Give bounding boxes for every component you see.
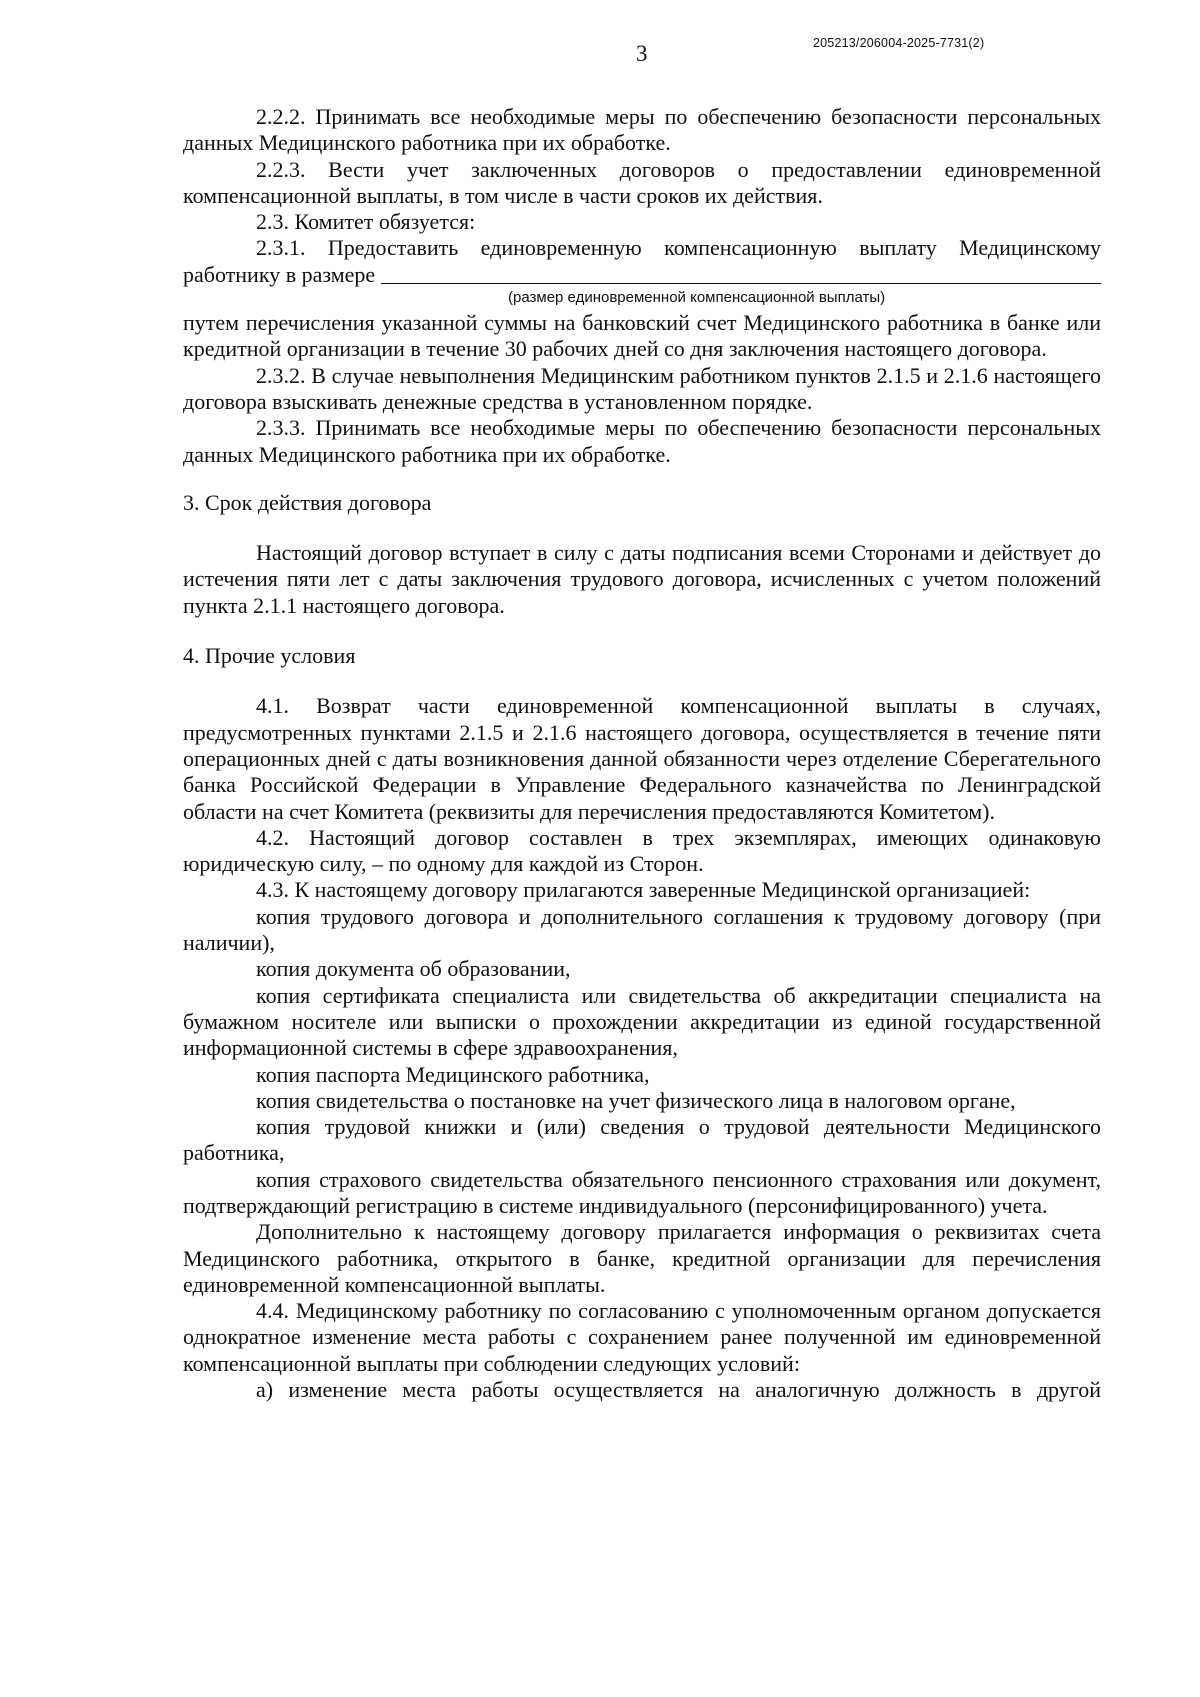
- clause-2-3: 2.3. Комитет обязуется:: [256, 209, 476, 235]
- section-3-text: Настоящий договор вступает в силу с даты подписания всеми Сторонами и действует до истечения пяти лет с даты заключения трудового договора, исчисленных с учетом положений пункта 2.1.1 настоящего договора.: [183, 540, 1101, 618]
- list-item: копия трудового договора и дополнительного соглашения к трудовому договору (при наличии),: [183, 903, 1101, 956]
- payment-amount-line: [183, 262, 1101, 288]
- section-3-heading: 3. Срок действия договора: [183, 489, 432, 515]
- clause-4-4-a: а) изменение места работы осуществляется на аналогичную должность в другой: [256, 1377, 1101, 1403]
- clause-4-3-additional: Дополнительно к настоящему договору прилагается информация о реквизитах счета Медицинского работника, открытого в банке, кредитной организации для перечисления единовременной компенсационной выплаты.: [183, 1219, 1101, 1297]
- list-item: копия документа об образовании,: [256, 956, 571, 982]
- list-item: копия трудовой книжки и (или) сведения о трудовой деятельности Медицинского работника,: [183, 1114, 1101, 1166]
- clause-4-4: 4.4. Медицинскому работнику по согласованию с уполномоченным органом допускается однократное изменение места работы с сохранением ранее полученной им единовременной компенсационной выплаты при соблюдении следующих условий:: [183, 1298, 1101, 1376]
- clause-4-1: 4.1. Возврат части единовременной компенсационной выплаты в случаях, предусмотренных пунктами 2.1.5 и 2.1.6 настоящего договора, осуществляется в течение пяти операционных дней с даты возникновения данной обязанности через отделение Сберегательного банка Российской Федерации в Управление Федерального казначейства по Ленинградской области на счет Комитета (реквизиты для перечисления предоставляются Комитетом).: [183, 693, 1101, 824]
- clause-2-2-2: 2.2.2. Принимать все необходимые меры по обеспечению безопасности персональных данных Медицинского работника при их обработке.: [183, 104, 1101, 156]
- section-4-heading: 4. Прочие условия: [183, 643, 356, 669]
- clause-2-3-2: 2.3.2. В случае невыполнения Медицинским работником пунктов 2.1.5 и 2.1.6 настоящего договора взыскивать денежные средства в установленном порядке.: [183, 362, 1101, 414]
- clause-4-3: 4.3. К настоящему договору прилагаются заверенные Медицинской организацией:: [256, 877, 1031, 903]
- page-number: 3: [636, 41, 648, 66]
- clause-2-3-1-line1: 2.3.1. Предоставить единовременную компенсационную выплату Медицинскому: [256, 235, 1101, 261]
- list-item: копия сертификата специалиста или свидетельства об аккредитации специалиста на бумажном носителе или выписки о прохождении аккредитации из единой государственной информационной системы в сфере здравоохранения,: [183, 982, 1101, 1061]
- document-body: [183, 104, 1101, 1403]
- payment-amount-blank: [381, 263, 1101, 284]
- clause-2-3-1-line2: работнику в размере: [183, 261, 376, 287]
- list-item: копия свидетельства о постановке на учет физического лица в налоговом органе,: [256, 1087, 1016, 1113]
- payment-amount-hint: (размер единовременной компенсационной выплаты): [508, 289, 886, 307]
- clause-2-3-3: 2.3.3. Принимать все необходимые меры по обеспечению безопасности персональных данных Медицинского работника при их обработке.: [183, 415, 1101, 467]
- document-id: 205213/206004-2025-7731(2): [813, 36, 985, 50]
- list-item: копия страхового свидетельства обязательного пенсионного страхования или документ, подтверждающий регистрацию в системе индивидуального (персонифицированного) учета.: [183, 1166, 1101, 1218]
- clause-4-2: 4.2. Настоящий договор составлен в трех экземплярах, имеющих одинаковую юридическую силу, – по одному для каждой из Сторон.: [183, 824, 1101, 877]
- clause-2-3-1-rest: путем перечисления указанной суммы на банковский счет Медицинского работника в банке или кредитной организации в течение 30 рабочих дней со дня заключения настоящего договора.: [183, 310, 1101, 362]
- clause-2-2-3: 2.2.3. Вести учет заключенных договоров о предоставлении единовременной компенсационной выплаты, в том числе в части сроков их действия.: [183, 156, 1101, 208]
- list-item: копия паспорта Медицинского работника,: [256, 1061, 650, 1087]
